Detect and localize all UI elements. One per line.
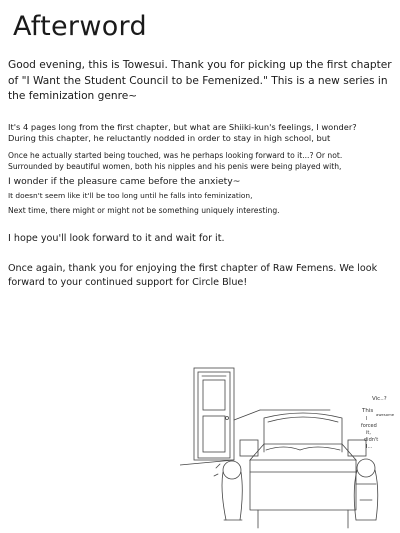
bubble-text: I [366,416,368,422]
page-title: Afterword [13,11,147,42]
paragraph-line: During this chapter, he reluctantly nodded in order to stay in high school, but [8,133,331,143]
bubble-text: I... [366,444,373,450]
bubble-text: Vic..? [372,396,387,402]
paragraph-greeting: Good evening, this is Towesui. Thank you for picking up the first chapter of "I Want the Student Council to be Femenized." This is a new series in the feminization genre~ [8,59,392,102]
speech-bubble-text [361,396,395,450]
paragraph-touched [8,150,393,172]
bubble-text: awesome [376,412,395,417]
paragraph-pleasure: I wonder if the pleasure came before the anxiety~ [8,176,241,187]
paragraph-thanks: Once again, thank you for enjoying the first chapter of Raw Femens. We look forward to your continued support for Circle Blue! [8,263,378,288]
paragraph-look-forward: I hope you'll look forward to it and wait for it. [8,233,225,244]
bubble-text: forced [361,423,377,429]
paragraph-line: Once he actually started being touched, was he perhaps looking forward to it...? Or not. [8,151,343,160]
paragraph-line: It's 4 pages long from the first chapter, but what are Shiiki-kun's feelings, I wonder? [8,122,357,132]
paragraph-feelings [8,122,393,144]
paragraph-next-time: Next time, there might or might not be something uniquely interesting. [8,206,280,215]
bubble-text: it, [366,430,371,436]
paragraph-line: Surrounded by beautiful women, both his nipples and his penis were being played with, [8,162,342,171]
bedroom-sketch-illustration [180,360,395,530]
paragraph-feminization: It doesn't seem like it'll be too long until he falls into feminization, [8,191,253,200]
bubble-text: didn't [364,437,379,443]
bubble-text: This [362,408,374,414]
